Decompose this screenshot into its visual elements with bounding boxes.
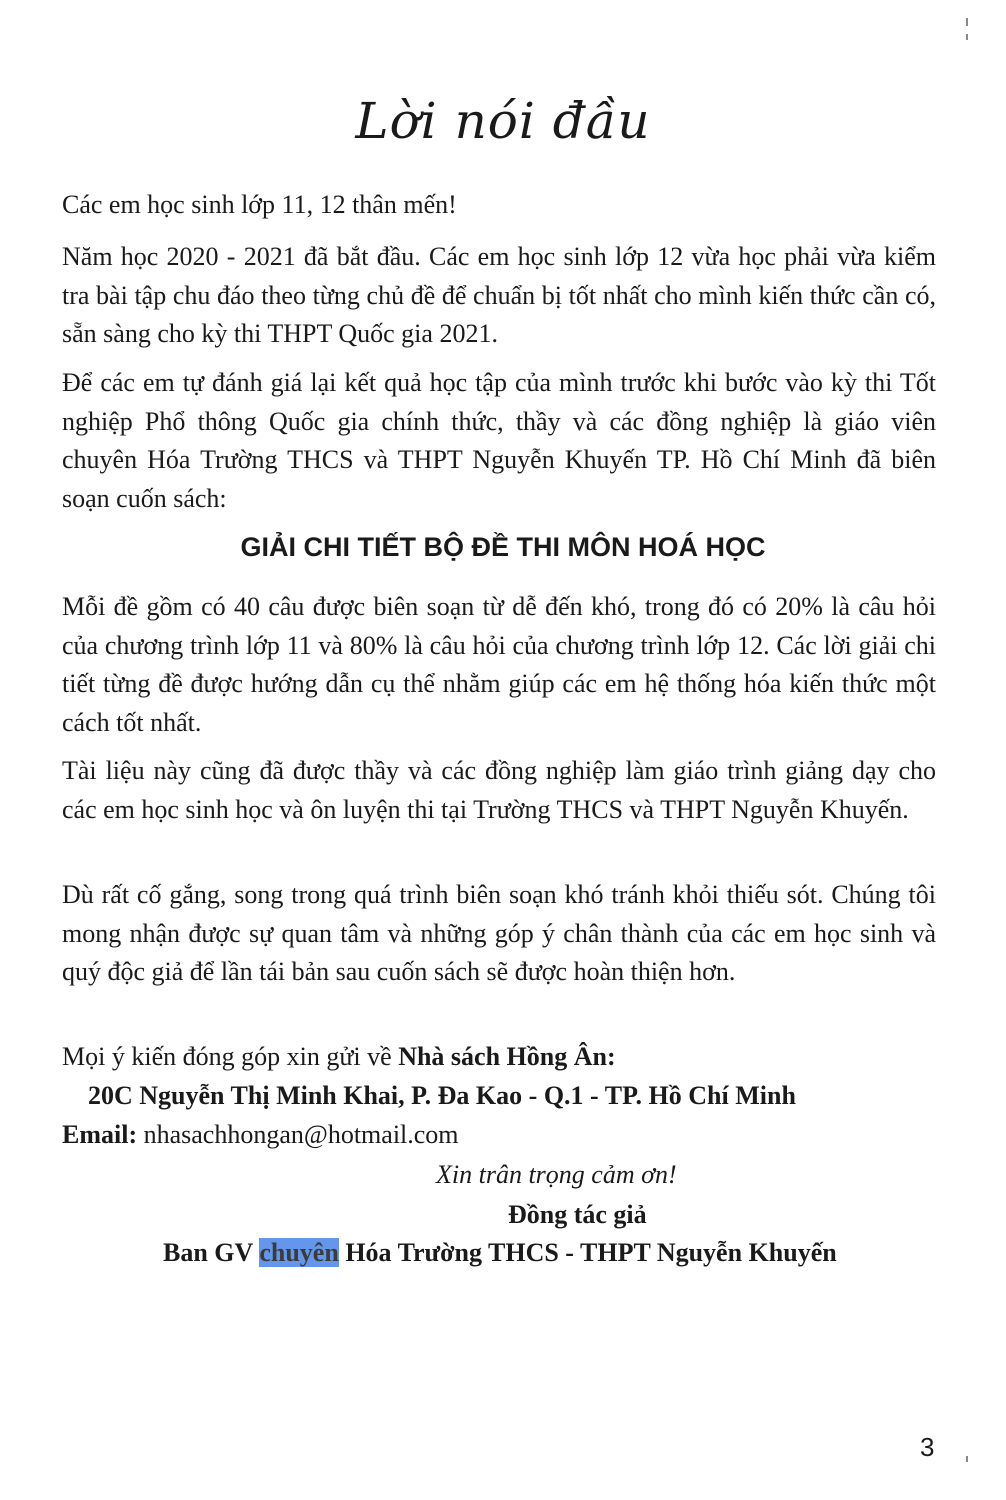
email-line (62, 1116, 936, 1155)
paragraph-1: Năm học 2020 - 2021 đã bắt đầu. Các em học sinh lớp 12 vừa học phải vừa kiểm tra bài tập chu đáo theo từng chủ đề để chuẩn bị tốt nhất cho mình kiến thức cần có, sẵn sàng cho kỳ thi THPT Quốc gia 2021. (62, 242, 936, 348)
scan-edge-mark (966, 18, 968, 26)
publisher-name: Nhà sách Hồng Ân: (398, 1042, 616, 1071)
contact-intro-line (62, 1038, 936, 1077)
paragraph-4: Tài liệu này cũng đã được thầy và các đồng nghiệp làm giáo trình giảng dạy cho các em học sinh học và ôn luyện thi tại Trường THCS và THPT Nguyễn Khuyến. (62, 756, 936, 824)
email-label: Email: (62, 1120, 138, 1149)
greeting: Các em học sinh lớp 11, 12 thân mến! (62, 190, 457, 219)
email-address: nhasachhongan@hotmail.com (137, 1120, 459, 1149)
paragraph-2: Để các em tự đánh giá lại kết quả học tập của mình trước khi bước vào kỳ thi Tốt nghiệp Phổ thông Quốc gia chính thức, thầy và các đồng nghiệp là giáo viên chuyên Hóa Trường THCS và THPT Nguyễn Khuyến TP. Hồ Chí Minh đã biên soạn cuốn sách: (62, 368, 936, 513)
page-number: 3 (920, 1432, 935, 1462)
publisher-address: 20C Nguyễn Thị Minh Khai, P. Đa Kao - Q.1 - TP. Hồ Chí Minh (88, 1081, 796, 1110)
page-title: Lời nói đầu (355, 92, 651, 150)
paragraph-3: Mỗi đề gồm có 40 câu được biên soạn từ dễ đến khó, trong đó có 20% là câu hỏi của chương trình lớp 11 và 80% là câu hỏi của chương trình lớp 12. Các lời giải chi tiết từng đề được hướng dẫn cụ thể nhằm giúp các em hệ thống hóa kiến thức một cách tốt nhất. (62, 592, 936, 737)
scan-edge-mark (966, 34, 968, 40)
highlighted-word: chuyên (259, 1238, 339, 1267)
thanks-line: Xin trân trọng cảm ơn! (436, 1160, 677, 1189)
department-suffix: Hóa Trường THCS - THPT Nguyễn Khuyến (338, 1238, 837, 1267)
department-line (163, 1234, 837, 1273)
paragraph-5: Dù rất cố gắng, song trong quá trình biên soạn khó tránh khỏi thiếu sót. Chúng tôi mong nhận được sự quan tâm và những góp ý chân thành của các em học sinh và quý độc giả để lần tái bản sau cuốn sách sẽ được hoàn thiện hơn. (62, 880, 936, 986)
co-authors-label: Đồng tác giả (508, 1200, 647, 1229)
scan-edge-mark (966, 1456, 968, 1462)
book-title-heading: GIẢI CHI TIẾT BỘ ĐỀ THI MÔN HOÁ HỌC (240, 532, 766, 562)
department-prefix: Ban GV (163, 1238, 260, 1267)
contact-intro: Mọi ý kiến đóng góp xin gửi về (62, 1042, 399, 1071)
